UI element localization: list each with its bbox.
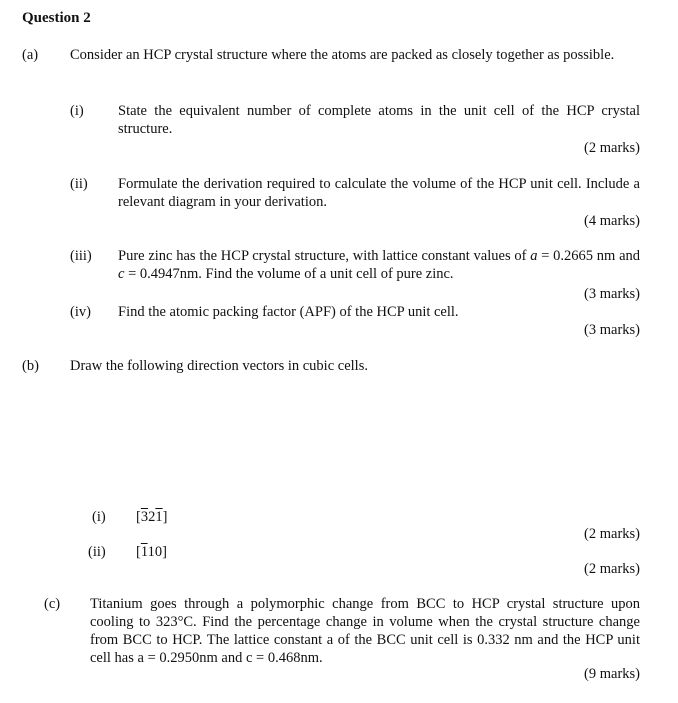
bracket-open: [ [136,544,141,560]
bracket-open: [ [136,509,141,525]
eq-a: = 0.2665 nm and [537,248,641,264]
eq-c: = 0.4947nm. Find the volume of a unit cell of pure zinc. [124,266,454,282]
digit-1: 1 [147,544,155,560]
part-a-i-marks: (2 marks) [584,140,640,156]
direction-vector-1 [136,508,167,526]
part-a-iv-label: (iv) [70,304,91,320]
question-title: Question 2 [22,10,91,26]
part-a-iii-label: (iii) [70,248,92,264]
part-a-i-label: (i) [70,103,84,119]
digit-0: 0 [154,544,163,560]
part-b-i-marks: (2 marks) [584,526,640,542]
bracket-close: ] [162,509,168,525]
digit-bar-1: 1 [155,509,163,525]
part-a-iii-text [118,247,640,283]
part-b-intro: Draw the following direction vectors in cubic cells. [70,358,368,374]
part-b-i-label: (i) [92,509,106,525]
digit-bar-1: 1 [140,544,148,560]
part-a-ii-label: (ii) [70,176,88,192]
part-b-label: (b) [22,358,39,374]
part-a-iii-text-1: Pure zinc has the HCP crystal structure, with lattice constant values of [118,248,527,264]
part-a-iv-text: Find the atomic packing factor (APF) of the HCP unit cell. [118,304,459,320]
part-b-ii-marks: (2 marks) [584,561,640,577]
digit-bar-3: 3 [140,509,149,525]
part-a-iv-marks: (3 marks) [584,322,640,338]
part-a-iii-marks: (3 marks) [584,286,640,302]
part-c-text: Titanium goes through a polymorphic change from BCC to HCP crystal structure upon cooling to 323°C. Find the percentage change in volume when the crystal structure change from BCC to HCP. The lattice constant a of the BCC unit cell is 0.332 nm and the HCP unit cell has a = 0.2950nm and c = 0.468nm. [90,596,640,666]
part-a-ii-marks: (4 marks) [584,213,640,229]
part-c-label: (c) [44,596,61,612]
part-b-ii-label: (ii) [88,544,106,560]
var-a: a [530,248,538,264]
part-a-label: (a) [22,47,39,63]
part-a-intro: Consider an HCP crystal structure where the atoms are packed as closely together as possible. [70,47,615,63]
bracket-close: ] [162,544,167,560]
var-c: c [118,266,125,282]
part-a-ii-text: Formulate the derivation required to calculate the volume of the HCP unit cell. Include a relevant diagram in your derivation. [118,176,640,210]
direction-vector-2 [136,543,167,561]
digit-2: 2 [148,509,156,525]
part-a-i-text: State the equivalent number of complete atoms in the unit cell of the HCP crystal structure. [118,103,640,137]
part-c-marks: (9 marks) [584,666,640,682]
